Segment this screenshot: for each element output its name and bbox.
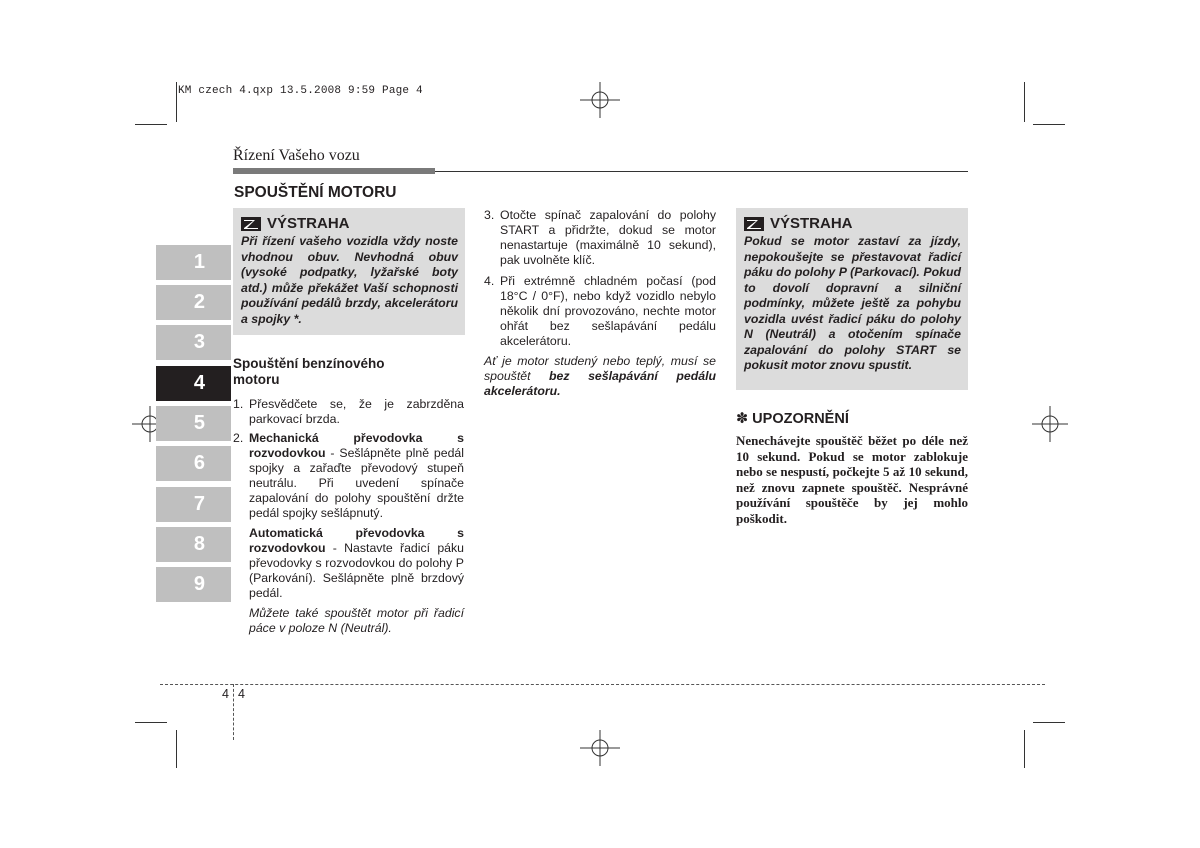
warning-text: Při řízení vašeho vozidla vždy noste vhodnou obuv. Nevhodná obuv (vysoké podpatky, lyžařské boty atd.) může překážet Vaší schopnosti používání pedálů brzdy, akcelerátoru a spojky *. [241, 234, 458, 326]
print-info: KM czech 4.qxp 13.5.2008 9:59 Page 4 [178, 85, 423, 97]
warning-icon [241, 217, 261, 231]
steps-left [233, 397, 464, 636]
registration-mark-bottom [575, 728, 625, 768]
crop-mark [135, 722, 167, 723]
chapter-tab-4[interactable]: 4 [156, 366, 231, 401]
chapter-tab-6[interactable]: 6 [156, 446, 231, 481]
chapter-tab-9[interactable]: 9 [156, 567, 231, 602]
footer-dotted-divider [233, 684, 234, 740]
chapter-tab-1[interactable]: 1 [156, 245, 231, 280]
steps-middle [484, 208, 716, 399]
subheading-petrol-start: Spouštění benzínového motoru [233, 356, 385, 387]
chapter-tab-3[interactable]: 3 [156, 325, 231, 360]
warning-box-footwear [233, 208, 465, 335]
step-text: Při extrémně chladném počasí (pod 18°C / 0°F), nebo když vozidlo nebylo několik dní provozováno, nechte motor ohřát bez sešlapávání pedálu akcelerátoru. [500, 274, 716, 348]
chapter-tab-8[interactable]: 8 [156, 527, 231, 562]
header-accent-bar [233, 168, 435, 174]
chapter-tab-5[interactable]: 5 [156, 406, 231, 441]
list-item [484, 274, 716, 349]
list-item [233, 397, 464, 427]
step-number: 4. [484, 274, 495, 288]
crop-mark [1033, 722, 1065, 723]
warning-box-engine-stall [736, 208, 968, 390]
step-number: 1. [233, 397, 244, 411]
step-text [249, 431, 464, 521]
section-title: Řízení Vašeho vozu [233, 147, 360, 164]
auto-gearbox-note: Můžete také spouštět motor při řadicí páce v poloze N (Neutrál). [249, 606, 464, 635]
list-item [233, 431, 464, 521]
step-text: Přesvědčete se, že je zabrzděna parkovací brzda. [249, 397, 464, 426]
chapter-tab-2[interactable]: 2 [156, 285, 231, 320]
footer-dotted-rule [160, 684, 1045, 685]
auto-gearbox-text: - Nastavte řadicí páku převodovky s rozvodovkou do polohy P (Parkování). Sešlápněte plně brzdový pedál. [249, 541, 464, 600]
chapter-tab-7[interactable]: 7 [156, 487, 231, 522]
warning-title [744, 215, 961, 232]
manual-gearbox-label: Mechanická převodovka s rozvodovkou [249, 431, 464, 460]
registration-mark-right [1030, 404, 1070, 444]
cold-start-note-text: Ať je motor studený nebo teplý, musí se spouštět [484, 354, 716, 383]
caution-text: Nenechávejte spouštěč běžet po déle než 10 sekund. Pokud se motor zablokuje nebo se nespustí, počkejte 5 až 10 sekund, než znovu zapnete spouštěč. Nesprávné používání spouštěče by jej mohlo poškodit. [736, 433, 968, 526]
auto-gearbox-paragraph [249, 526, 464, 601]
warning-title [241, 215, 458, 232]
crop-mark [1024, 82, 1025, 122]
warning-text: Pokud se motor zastaví za jízdy, nepokoušejte se přestavovat řadicí páku do polohy P (Parkovací). Pokud to dovolí dopravní a silniční podmínky, můžete ještě za pohybu vozidla uvést řadicí páku do polohy N (Neutrál) a otočením spínače zapalování do polohy START se pokusit motor znovu spustit. [744, 234, 961, 372]
page-number: 4 [238, 687, 245, 701]
crop-mark [176, 82, 177, 122]
auto-gearbox-label: Automatická převodovka s rozvodovkou [249, 526, 464, 555]
crop-mark [176, 730, 177, 768]
warning-title-text: VÝSTRAHA [770, 215, 853, 232]
cold-start-note-bold: bez sešlapávání pedálu akcelerátoru. [484, 369, 716, 398]
step-number: 2. [233, 431, 244, 445]
manual-gearbox-text: - Sešlápněte plně pedál spojky a zařaďte převodový stupeň neutrálu. Při uvedení spínače zapalování do polohy spouštění držte pedál spojky sešlápnutý. [249, 446, 464, 520]
crop-mark [135, 124, 167, 125]
caution-title: ✽ UPOZORNĚNÍ [736, 411, 849, 427]
step-text: Otočte spínač zapalování do polohy START a přidržte, dokud se motor nenastartuje (maximálně 10 sekund), pak uvolněte klíč. [500, 208, 716, 267]
crop-mark [1024, 730, 1025, 768]
warning-title-text: VÝSTRAHA [267, 215, 350, 232]
registration-mark-top [575, 80, 625, 120]
crop-mark [1033, 124, 1065, 125]
page-section-number: 4 [222, 687, 229, 701]
cold-start-note [484, 354, 716, 399]
warning-icon [744, 217, 764, 231]
step-number: 3. [484, 208, 495, 222]
list-item [484, 208, 716, 268]
page-heading: SPOUŠTĚNÍ MOTORU [234, 184, 397, 201]
